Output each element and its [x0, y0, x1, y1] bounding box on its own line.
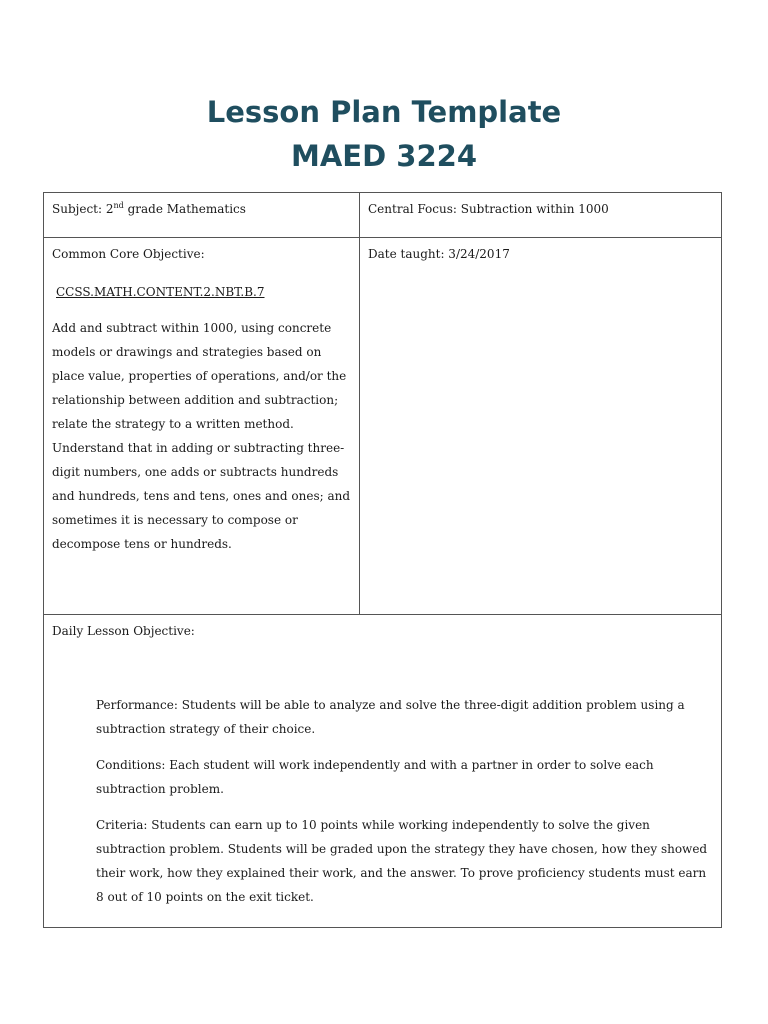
lesson-plan-table	[43, 192, 722, 928]
table-row	[44, 238, 722, 615]
common-core-label: Common Core Objective:	[52, 247, 205, 261]
title-line-2: MAED 3224	[291, 139, 477, 173]
table-row	[44, 193, 722, 238]
standard-link[interactable]: CCSS.MATH.CONTENT.2.NBT.B.7	[56, 285, 265, 299]
criteria-text: Criteria: Students can earn up to 10 points while working independently to solve the given subtraction problem. Students will be graded upon the strategy they have chosen, how they showed their work, how they explained their work, and the answer. To prove proficiency students must earn 8 out of 10 points on the exit ticket.	[96, 818, 708, 904]
common-core-cell	[44, 238, 360, 615]
performance-text: Performance: Students will be able to analyze and solve the three-digit addition problem using a subtraction strategy of their choice.	[96, 698, 685, 736]
objective-details	[96, 693, 713, 909]
central-focus-cell	[360, 193, 722, 238]
date-taught-cell	[360, 238, 722, 615]
subject-suffix: grade Mathematics	[123, 202, 246, 216]
title-line-1: Lesson Plan Template	[206, 95, 562, 129]
subject-cell	[44, 193, 360, 238]
conditions-text: Conditions: Each student will work independently and with a partner in order to solve each subtraction problem.	[96, 758, 654, 796]
table-row	[44, 615, 722, 928]
standard-description: Add and subtract within 1000, using concrete models or drawings and strategies based on place value, properties of operations, and/or the relationship between addition and subtraction; relate the strategy to a written method. Understand that in adding or subtracting three-digit numbers, one adds or subtracts hundreds and hundreds, tens and tens, ones and ones; and sometimes it is necessary to compose or decompose tens or hundreds.	[52, 321, 351, 551]
page-title	[0, 90, 768, 178]
date-taught-text: Date taught: 3/24/2017	[368, 247, 510, 261]
subject-superscript: nd	[113, 201, 124, 210]
central-focus-text: Central Focus: Subtraction within 1000	[368, 202, 609, 216]
daily-objective-label: Daily Lesson Objective:	[52, 624, 195, 638]
subject-prefix: Subject: 2	[52, 202, 114, 216]
daily-objective-cell	[44, 615, 722, 928]
